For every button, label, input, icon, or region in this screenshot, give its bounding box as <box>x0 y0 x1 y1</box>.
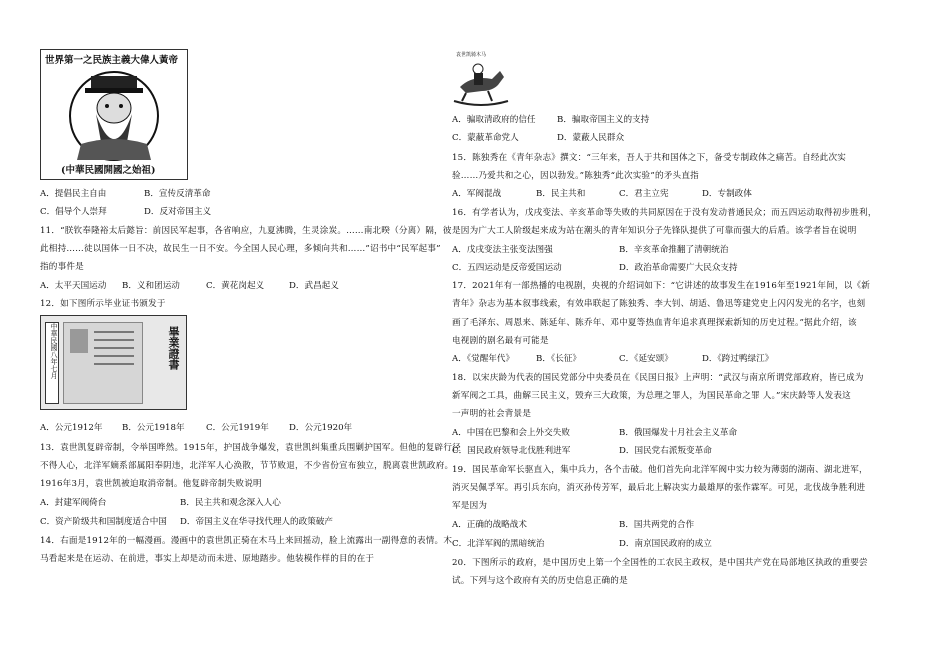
q16-stem-line-1: 16．有学者认为，戊戌变法、辛亥革命等失败的共同原因在于没有发动普通民众；而五四运动取得初步胜利， <box>452 208 877 218</box>
huangdi-portrait-figure <box>40 49 188 180</box>
certificate-body <box>63 322 143 404</box>
q13-stem-line-1: 13．袁世凯复辟帝制，令举国哗然。1915年，护国战争爆发，袁世凯纠集重兵围剿护国军。但他的复辟行径 <box>40 443 461 453</box>
q11-stem-line-1: 11．“朕钦奉隆裕太后懿旨：前因民军起事，各省响应，九夏沸腾，生灵涂炭。……南北暌（分离）隔，彼 <box>40 226 452 236</box>
q18-stem-line-1: 18．以宋庆龄为代表的国民党部分中央委员在《民国日报》上声明：“武汉与南京所谓党部政府，皆已成为 <box>452 373 864 383</box>
q14-stem-line-2: 马看起来是在运动、在前进，事实上却是动而未进、原地踏步。他装模作样的目的在于 <box>40 554 375 564</box>
q16-option-a[interactable]: A．戊戌变法主张变法图强 <box>452 245 553 255</box>
q15-option-d[interactable]: D．专制政体 <box>702 189 752 199</box>
q15-option-c[interactable]: C．君主立宪 <box>619 189 669 199</box>
portrait-banner: 世界第一之民族主義大偉人黃帝 <box>45 55 179 66</box>
cartoon-label: 袁世凯骑木马 <box>456 52 487 58</box>
q13-stem-line-2: 不得人心，北洋军嫡系部属阳奉阴违，北洋军人心涣散，节节败退，不少省份宣布独立，脱离袁世凯政府。 <box>40 461 454 471</box>
q18-stem-line-3: 一声明的社会背景是 <box>452 409 532 419</box>
q15-stem-line-2: 验……乃爱共和之心，因以勃发。”陈独秀“此次实验”的矛头直指 <box>452 171 699 181</box>
q17-stem-line-3: 画了毛泽东、周恩来、陈延年、陈乔年、邓中夏等热血青年追求真理探索新知的历史过程。”据此介绍，该 <box>452 318 857 328</box>
q13-option-d[interactable]: D．帝国主义在华寻找代理人的政策破产 <box>180 517 333 527</box>
q15-option-b[interactable]: B．民主共和 <box>536 189 586 199</box>
q16-option-d[interactable]: D．政治革命需要广大民众支持 <box>619 263 738 273</box>
q12-option-d[interactable]: D．公元1920年 <box>289 423 353 433</box>
q18-option-c[interactable]: C．国民政府领导北伐胜利进军 <box>452 446 571 456</box>
q15-stem-line-1: 15．陈独秀在《青年杂志》撰文：“三年来，吾人于共和国体之下，备受专制政体之痛苦。自经此次实 <box>452 153 847 163</box>
yuan-cartoon-figure <box>452 51 510 107</box>
q17-option-d[interactable]: D．《跨过鸭绿江》 <box>702 354 774 364</box>
q20-stem-line-2: 试。下列与这个政府有关的历史信息正确的是 <box>452 576 628 586</box>
certificate-title: 畢業證書 <box>167 326 180 370</box>
q15-option-a[interactable]: A．军阀混战 <box>452 189 502 199</box>
q14-stem-line-1: 14．右面是1912年的一幅漫画。漫画中的袁世凯正骑在木马上来回摇动，脸上流露出一副得意的表情。木 <box>40 536 453 546</box>
q18-option-a[interactable]: A．中国在巴黎和会上外交失败 <box>452 428 570 438</box>
q17-stem-line-1: 17．2021年有一部热播的电视剧，央视的介绍词如下：“它讲述的故事发生在1916年至1921年间，以《新 <box>452 281 871 291</box>
q19-option-d[interactable]: D．南京国民政府的成立 <box>619 539 712 549</box>
q19-stem-line-3: 军是因为 <box>452 501 488 511</box>
q11-option-c[interactable]: C．黄花岗起义 <box>206 281 265 291</box>
q12-option-c[interactable]: C．公元1919年 <box>206 423 269 433</box>
q10-option-b[interactable]: B．宣传反清革命 <box>144 189 211 199</box>
q10-option-c[interactable]: C．倡导个人崇拜 <box>40 207 107 217</box>
q10-option-d[interactable]: D．反对帝国主义 <box>144 207 212 217</box>
q11-stem-line-2: 此相持……徒以国体一日不决，故民生一日不安。今全国人民心理，多倾向共和……”诏书中“民军起事” <box>40 244 441 254</box>
q17-stem-line-2: 青年》杂志为基本叙事线索，有效串联起了陈独秀、李大钊、胡适、鲁迅等建党史上闪闪发光的名字，也刻 <box>452 299 866 309</box>
q14-option-b[interactable]: B．骗取帝国主义的支持 <box>557 115 650 125</box>
q11-option-a[interactable]: A．太平天国运动 <box>40 281 107 291</box>
q19-option-c[interactable]: C．北洋军阀的黑暗统治 <box>452 539 545 549</box>
q14-option-c[interactable]: C．蒙蔽革命党人 <box>452 133 519 143</box>
q14-option-a[interactable]: A．骗取清政府的信任 <box>452 115 536 125</box>
q19-option-b[interactable]: B．国共两党的合作 <box>619 520 695 530</box>
q12-option-b[interactable]: B．公元1918年 <box>122 423 185 433</box>
q11-option-d[interactable]: D．武昌起义 <box>289 281 339 291</box>
q17-option-c[interactable]: C．《延安颂》 <box>619 354 673 364</box>
q14-option-d[interactable]: D．蒙蔽人民群众 <box>557 133 625 143</box>
certificate-side-note: 中華民國八年七月 <box>45 322 59 404</box>
q16-option-b[interactable]: B．辛亥革命推翻了清朝统治 <box>619 245 729 255</box>
q11-stem-line-3: 指的事件是 <box>40 262 84 272</box>
q16-option-c[interactable]: C．五四运动是反帝爱国运动 <box>452 263 562 273</box>
q19-stem-line-2: 消灭吴佩孚军。再引兵东向，消灭孙传芳军，最后北上解决实力最雄厚的张作霖军。可见，北伐战争胜利进 <box>452 483 866 493</box>
q17-option-a[interactable]: A．《觉醒年代》 <box>452 354 515 364</box>
q19-stem-line-1: 19．国民革命军长驱直入，集中兵力，各个击破。他们首先向北洋军阀中实力较为薄弱的湖南、湖北进军， <box>452 465 868 475</box>
q18-option-d[interactable]: D．国民党右派叛变革命 <box>619 446 712 456</box>
q13-option-c[interactable]: C．资产阶级共和国制度适合中国 <box>40 517 167 527</box>
q18-option-b[interactable]: B．俄国爆发十月社会主义革命 <box>619 428 738 438</box>
q17-stem-line-4: 电视剧的剧名最有可能是 <box>452 336 549 346</box>
portrait-caption: (中華民國開國之始祖) <box>61 165 156 176</box>
q20-stem-line-1: 20．下图所示的政府，是中国历史上第一个全国性的工农民主政权，是中国共产党在局部地区执政的重要尝 <box>452 558 868 568</box>
q19-option-a[interactable]: A．正确的战略战术 <box>452 520 527 530</box>
q10-option-a[interactable]: A．提倡民主自由 <box>40 189 107 199</box>
q13-stem-line-3: 1916年3月，袁世凯被迫取消帝制。他复辟帝制失败说明 <box>40 479 262 489</box>
q17-option-b[interactable]: B．《长征》 <box>536 354 581 364</box>
q12-stem: 12．如下图所示毕业证书颁发于 <box>40 299 166 309</box>
q11-option-b[interactable]: B．义和团运动 <box>122 281 180 291</box>
rocking-horse-illustration <box>452 57 510 107</box>
q12-option-a[interactable]: A．公元1912年 <box>40 423 103 433</box>
q18-stem-line-2: 新军阀之工具，曲解三民主义，毁弃三大政策，为总理之罪人，为国民革命之罪 人。”宋庆龄等人发表这 <box>452 391 851 401</box>
q16-stem-line-2: 是因为广大工人阶级起来成为站在潮头的青年知识分子先锋队提供了可靠而强大的后盾。该学者旨在说明 <box>452 226 857 236</box>
q13-option-b[interactable]: B．民主共和观念深入人心 <box>180 498 281 508</box>
q13-option-a[interactable]: A．封建军阀倚台 <box>40 498 107 508</box>
certificate-figure <box>40 315 187 410</box>
portrait-illustration <box>41 64 187 164</box>
